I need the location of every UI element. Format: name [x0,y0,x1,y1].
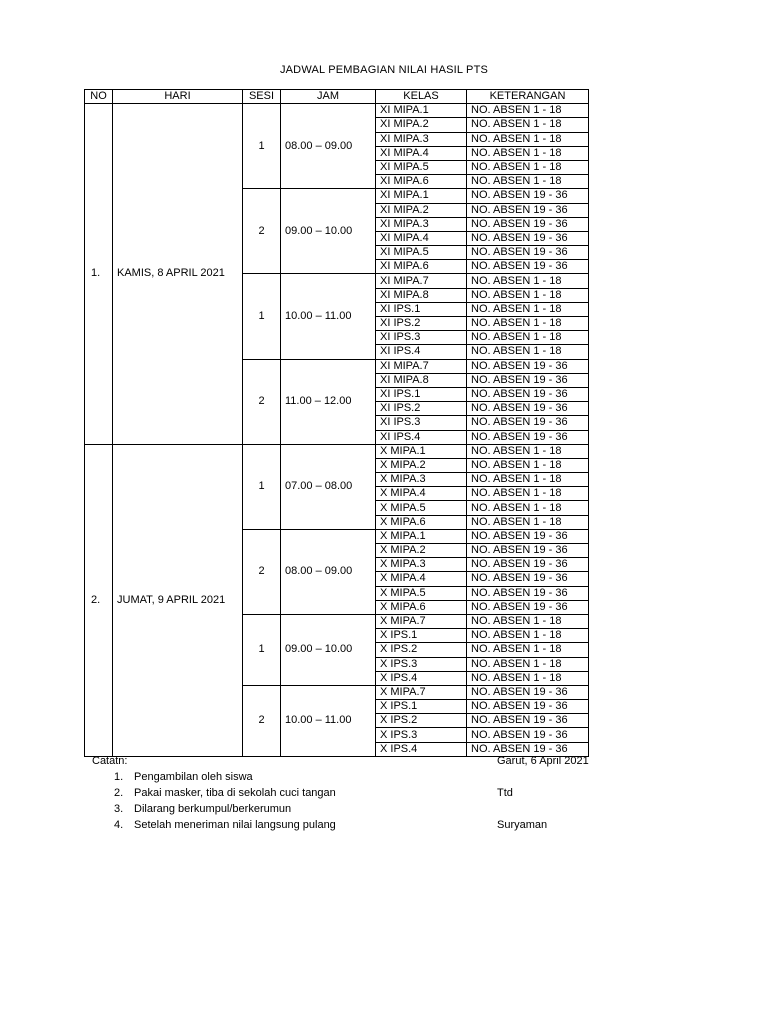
remarks-cell: NO. ABSEN 19 - 36 [467,544,589,558]
note-number: 1. [114,771,124,783]
remarks-cell: NO. ABSEN 19 - 36 [467,387,589,401]
class-cell: XI MIPA.7 [376,359,467,373]
class-cell: X MIPA.1 [376,444,467,458]
remarks-cell: NO. ABSEN 1 - 18 [467,657,589,671]
class-cell: X MIPA.7 [376,685,467,699]
remarks-cell: NO. ABSEN 1 - 18 [467,671,589,685]
class-cell: XI IPS.2 [376,402,467,416]
class-cell: XI MIPA.6 [376,175,467,189]
note-item [114,771,253,783]
session-number-cell: 1 [243,274,281,359]
table-row [85,444,589,458]
class-cell: XI IPS.1 [376,302,467,316]
session-number-cell: 2 [243,359,281,444]
header-keterangan: KETERANGAN [467,90,589,104]
signature-ttd: Ttd [497,787,513,799]
class-cell: XI IPS.2 [376,317,467,331]
remarks-cell: NO. ABSEN 19 - 36 [467,260,589,274]
remarks-cell: NO. ABSEN 1 - 18 [467,132,589,146]
class-cell: X IPS.4 [376,671,467,685]
remarks-cell: NO. ABSEN 19 - 36 [467,700,589,714]
class-cell: XI IPS.3 [376,416,467,430]
remarks-cell: NO. ABSEN 1 - 18 [467,274,589,288]
note-number: 3. [114,803,124,815]
remarks-cell: NO. ABSEN 1 - 18 [467,317,589,331]
class-cell: X MIPA.4 [376,572,467,586]
class-cell: XI IPS.4 [376,345,467,359]
class-cell: XI MIPA.7 [376,274,467,288]
class-cell: X MIPA.2 [376,544,467,558]
class-cell: X MIPA.6 [376,515,467,529]
header-hari: HARI [113,90,243,104]
class-cell: XI MIPA.8 [376,373,467,387]
table-row [85,104,589,118]
class-cell: X MIPA.7 [376,614,467,628]
class-cell: XI MIPA.2 [376,203,467,217]
remarks-cell: NO. ABSEN 1 - 18 [467,501,589,515]
remarks-cell: NO. ABSEN 1 - 18 [467,331,589,345]
session-number-cell: 1 [243,444,281,529]
remarks-cell: NO. ABSEN 19 - 36 [467,246,589,260]
session-number-cell: 2 [243,529,281,614]
remarks-cell: NO. ABSEN 1 - 18 [467,515,589,529]
class-cell: X IPS.2 [376,714,467,728]
class-cell: XI MIPA.4 [376,146,467,160]
remarks-cell: NO. ABSEN 19 - 36 [467,742,589,756]
session-time-cell: 11.00 – 12.00 [281,359,376,444]
session-number-cell: 1 [243,104,281,189]
class-cell: XI MIPA.3 [376,217,467,231]
notes-heading: Catatn: [92,755,128,767]
remarks-cell: NO. ABSEN 19 - 36 [467,586,589,600]
remarks-cell: NO. ABSEN 19 - 36 [467,728,589,742]
header-no: NO [85,90,113,104]
remarks-cell: NO. ABSEN 1 - 18 [467,643,589,657]
class-cell: XI MIPA.5 [376,246,467,260]
remarks-cell: NO. ABSEN 19 - 36 [467,685,589,699]
class-cell: X MIPA.5 [376,586,467,600]
class-cell: X MIPA.4 [376,487,467,501]
class-cell: X IPS.4 [376,742,467,756]
class-cell: X IPS.3 [376,728,467,742]
class-cell: X MIPA.5 [376,501,467,515]
remarks-cell: NO. ABSEN 19 - 36 [467,373,589,387]
remarks-cell: NO. ABSEN 19 - 36 [467,600,589,614]
session-time-cell: 09.00 – 10.00 [281,614,376,685]
class-cell: XI MIPA.2 [376,118,467,132]
document-title: JADWAL PEMBAGIAN NILAI HASIL PTS [279,64,489,76]
remarks-cell: NO. ABSEN 19 - 36 [467,359,589,373]
day-name-cell: KAMIS, 8 APRIL 2021 [113,104,243,445]
remarks-cell: NO. ABSEN 1 - 18 [467,104,589,118]
session-time-cell: 08.00 – 09.00 [281,104,376,189]
remarks-cell: NO. ABSEN 19 - 36 [467,203,589,217]
note-text: Dilarang berkumpul/berkerumun [134,803,292,815]
remarks-cell: NO. ABSEN 1 - 18 [467,146,589,160]
note-text: Pengambilan oleh siswa [134,771,253,783]
class-cell: XI MIPA.8 [376,288,467,302]
table-header-row [85,90,589,104]
session-time-cell: 09.00 – 10.00 [281,189,376,274]
remarks-cell: NO. ABSEN 19 - 36 [467,529,589,543]
remarks-cell: NO. ABSEN 1 - 18 [467,288,589,302]
remarks-cell: NO. ABSEN 1 - 18 [467,444,589,458]
note-item [114,787,336,799]
session-number-cell: 2 [243,189,281,274]
remarks-cell: NO. ABSEN 19 - 36 [467,217,589,231]
day-number-cell: 1. [85,104,113,445]
remarks-cell: NO. ABSEN 1 - 18 [467,487,589,501]
remarks-cell: NO. ABSEN 1 - 18 [467,629,589,643]
remarks-cell: NO. ABSEN 1 - 18 [467,160,589,174]
remarks-cell: NO. ABSEN 1 - 18 [467,614,589,628]
class-cell: X MIPA.1 [376,529,467,543]
day-name-cell: JUMAT, 9 APRIL 2021 [113,444,243,756]
class-cell: XI IPS.1 [376,387,467,401]
note-number: 4. [114,819,124,831]
remarks-cell: NO. ABSEN 19 - 36 [467,558,589,572]
class-cell: XI MIPA.3 [376,132,467,146]
session-time-cell: 10.00 – 11.00 [281,274,376,359]
class-cell: XI MIPA.5 [376,160,467,174]
note-number: 2. [114,787,124,799]
remarks-cell: NO. ABSEN 1 - 18 [467,302,589,316]
note-item [114,819,336,831]
class-cell: X IPS.3 [376,657,467,671]
note-text: Pakai masker, tiba di sekolah cuci tangan [134,787,336,799]
remarks-cell: NO. ABSEN 19 - 36 [467,572,589,586]
header-sesi: SESI [243,90,281,104]
class-cell: X MIPA.2 [376,458,467,472]
session-time-cell: 07.00 – 08.00 [281,444,376,529]
class-cell: X MIPA.3 [376,558,467,572]
remarks-cell: NO. ABSEN 19 - 36 [467,430,589,444]
schedule-table [84,89,589,757]
remarks-cell: NO. ABSEN 1 - 18 [467,175,589,189]
remarks-cell: NO. ABSEN 19 - 36 [467,402,589,416]
remarks-cell: NO. ABSEN 19 - 36 [467,189,589,203]
signature-name: Suryaman [497,819,548,831]
class-cell: X MIPA.3 [376,473,467,487]
note-item [114,803,291,815]
class-cell: X IPS.2 [376,643,467,657]
class-cell: XI IPS.3 [376,331,467,345]
day-number-cell: 2. [85,444,113,756]
remarks-cell: NO. ABSEN 1 - 18 [467,458,589,472]
class-cell: XI MIPA.6 [376,260,467,274]
class-cell: XI MIPA.1 [376,104,467,118]
class-cell: XI IPS.4 [376,430,467,444]
signature-place-date: Garut, 6 April 2021 [497,755,589,767]
session-number-cell: 2 [243,685,281,756]
remarks-cell: NO. ABSEN 19 - 36 [467,714,589,728]
header-kelas: KELAS [376,90,467,104]
remarks-cell: NO. ABSEN 19 - 36 [467,231,589,245]
class-cell: XI MIPA.1 [376,189,467,203]
remarks-cell: NO. ABSEN 1 - 18 [467,345,589,359]
remarks-cell: NO. ABSEN 1 - 18 [467,118,589,132]
header-jam: JAM [281,90,376,104]
remarks-cell: NO. ABSEN 19 - 36 [467,416,589,430]
session-time-cell: 10.00 – 11.00 [281,685,376,756]
class-cell: X IPS.1 [376,700,467,714]
class-cell: X IPS.1 [376,629,467,643]
session-number-cell: 1 [243,614,281,685]
remarks-cell: NO. ABSEN 1 - 18 [467,473,589,487]
session-time-cell: 08.00 – 09.00 [281,529,376,614]
note-text: Setelah meneriman nilai langsung pulang [134,819,336,831]
class-cell: XI MIPA.4 [376,231,467,245]
schedule-body [85,104,589,757]
class-cell: X MIPA.6 [376,600,467,614]
